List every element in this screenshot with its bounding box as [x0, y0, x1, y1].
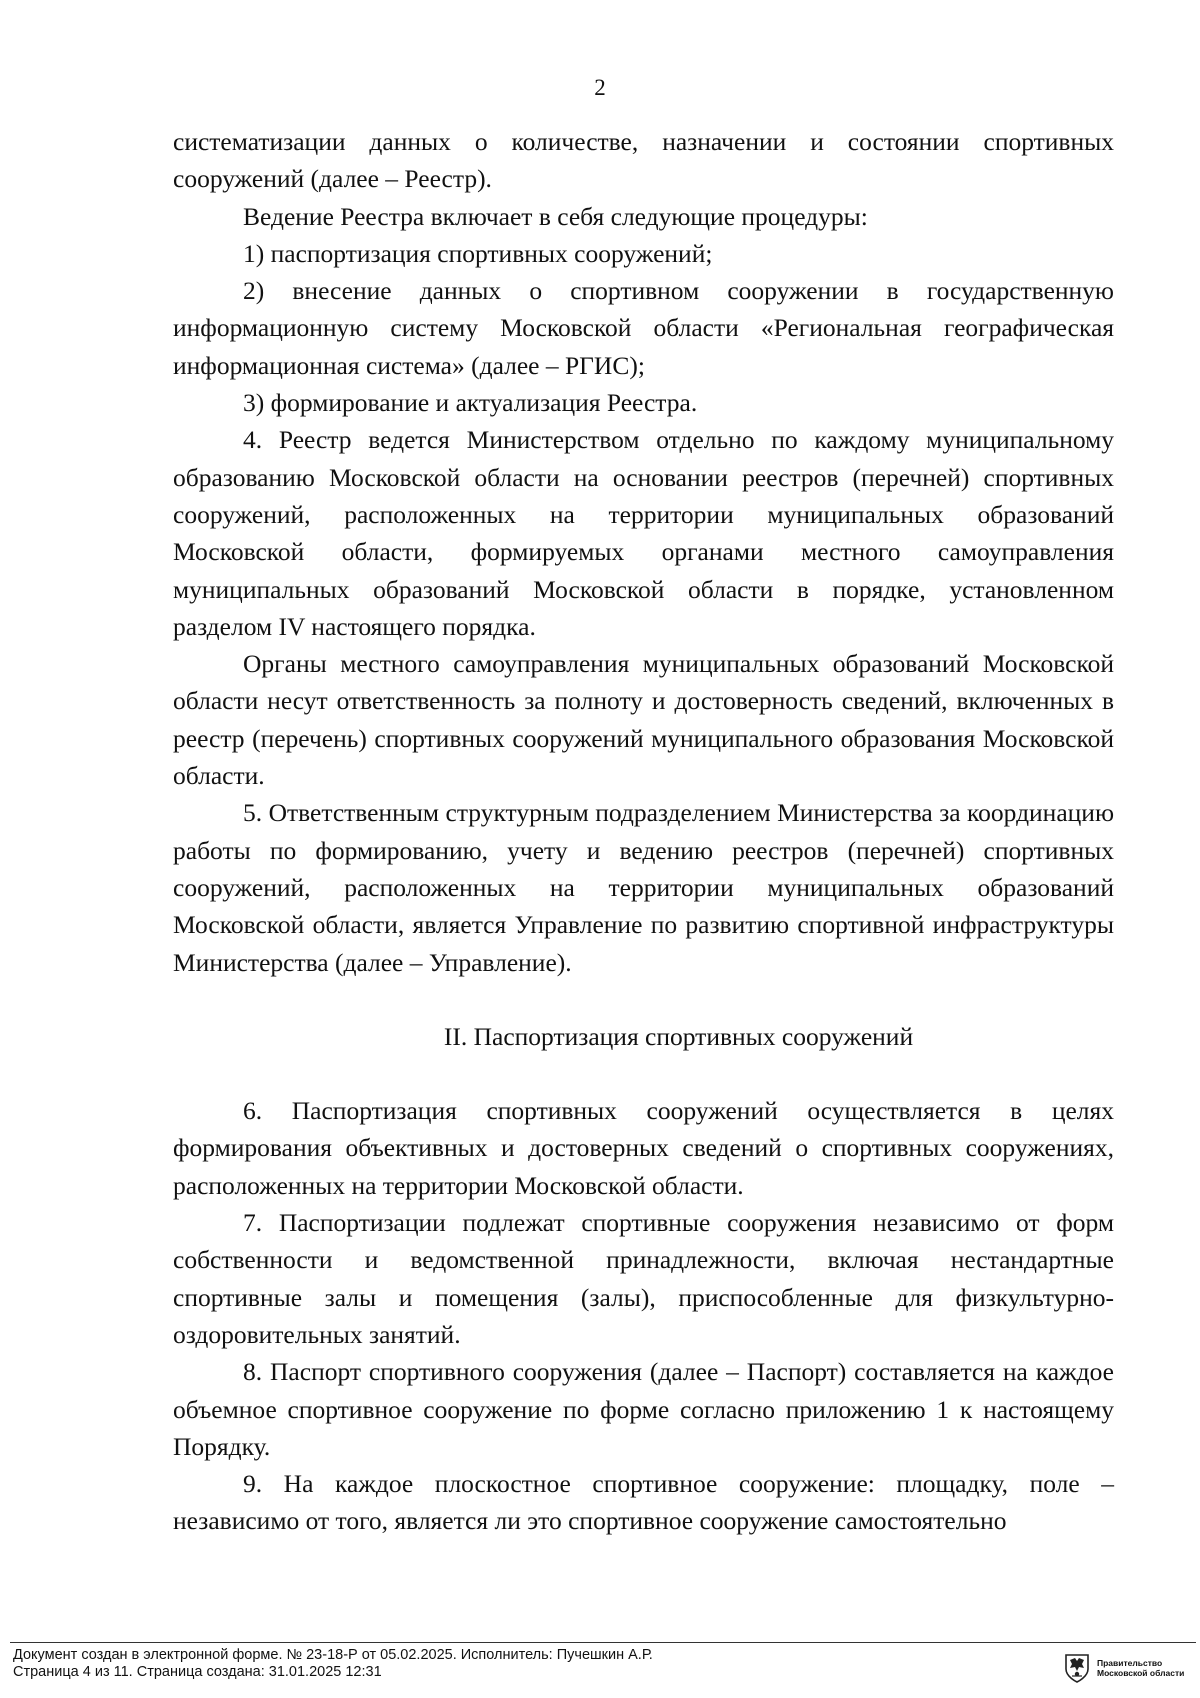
- government-logo: [1063, 1650, 1193, 1686]
- clause-7: 7. Паспортизации подлежат спортивные сооружения независимо от форм собственности и ведомственной принадлежности, включая нестандартные спортивные залы и помещения (залы), приспособленные для физкультурно-оздоровительных занятий.: [173, 1208, 1114, 1349]
- footer-document-line: Документ создан в электронной форме. № 23-18-Р от 05.02.2025. Исполнитель: Пучешкин А.Р.: [13, 1647, 653, 1663]
- list-item-2: 2) внесение данных о спортивном сооружении в государственную информационную систему Московской области «Региональная географическая информационная система» (далее – РГИС);: [173, 276, 1114, 380]
- logo-line-2: Московской области: [1097, 1668, 1185, 1678]
- page-number: 2: [594, 75, 606, 100]
- list-item-1: 1) паспортизация спортивных сооружений;: [243, 238, 713, 268]
- clause-6: 6. Паспортизация спортивных сооружений осуществляется в целях формирования объективных и достоверных сведений о спортивных сооружениях, расположенных на территории Московской области.: [173, 1096, 1114, 1200]
- section-heading: II. Паспортизация спортивных сооружений: [443, 1021, 914, 1051]
- document-body: [173, 123, 1114, 1540]
- section-spacer: [173, 981, 1114, 1018]
- section-spacer: [173, 1055, 1114, 1092]
- list-item-3: 3) формирование и актуализация Реестра.: [243, 388, 698, 418]
- clause-5: 5. Ответственным структурным подразделением Министерства за координацию работы по формированию, учету и ведению реестров (перечней) спортивных сооружений, расположенных на территории муниципальных образований Московской области, является Управление по развитию спортивной инфраструктуры Министерства (далее – Управление).: [173, 798, 1114, 977]
- logo-line-1: Правительство: [1097, 1658, 1163, 1668]
- paragraph-continuation: систематизации данных о количестве, назначении и состоянии спортивных сооружений (далее – Реестр).: [173, 127, 1114, 194]
- footer-info: [13, 1647, 653, 1681]
- clause-9: 9. На каждое плоскостное спортивное сооружение: площадку, поле – независимо от того, является ли это спортивное сооружение самостоятельно: [173, 1469, 1114, 1536]
- paragraph-registry-procedures: Ведение Реестра включает в себя следующие процедуры:: [243, 201, 868, 231]
- clause-8: 8. Паспорт спортивного сооружения (далее – Паспорт) составляется на каждое объемное спортивное сооружение по форме согласно приложению 1 к настоящему Порядку.: [173, 1357, 1114, 1461]
- clause-4: 4. Реестр ведется Министерством отдельно по каждому муниципальному образованию Московской области на основании реестров (перечней) спортивных сооружений, расположенных на территории муниципальных образований Московской области, формируемых органами местного самоуправления муниципальных образований Московской области в порядке, установленном разделом IV настоящего порядка.: [173, 425, 1114, 641]
- footer-page-line: Страница 4 из 11. Страница создана: 31.01.2025 12:31: [13, 1664, 382, 1680]
- coat-of-arms-icon: [1063, 1652, 1091, 1684]
- clause-4-responsibility: Органы местного самоуправления муниципальных образований Московской области несут ответственность за полноту и достоверность сведений, включенных в реестр (перечень) спортивных сооружений муниципального образования Московской области.: [173, 649, 1114, 791]
- footer-divider: [10, 1642, 1196, 1643]
- logo-caption: [1097, 1658, 1184, 1678]
